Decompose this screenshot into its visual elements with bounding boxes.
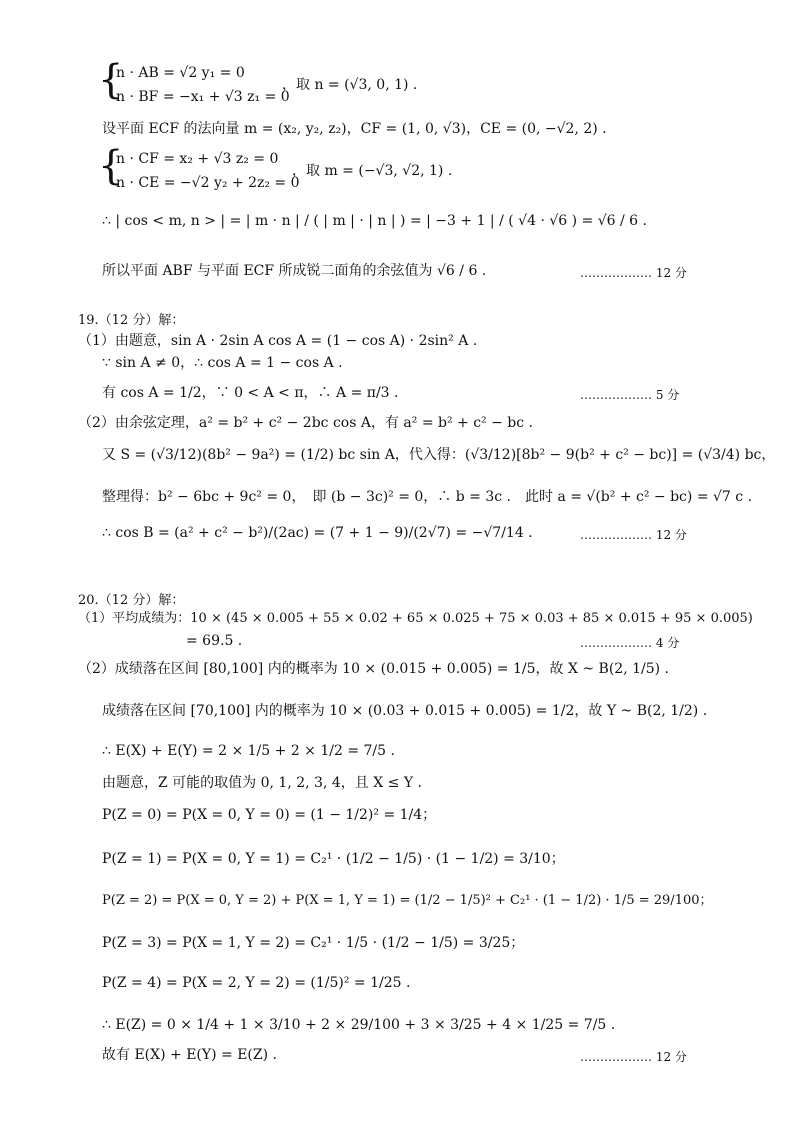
q19-score-5: ……………… 5 分	[580, 388, 680, 402]
q20-line-13: 故有 E(X) + E(Y) = E(Z) .	[102, 1047, 277, 1063]
q20-line-10: P(Z = 3) = P(X = 1, Y = 2) = C₂¹ · 1/5 · (1/2 − 1/5) = 3/25；	[102, 935, 525, 951]
system2-eq-b: n · CE = −√2 y₂ + 2z₂ = 0	[116, 175, 300, 191]
q20-line-12: ∴ E(Z) = 0 × 1/4 + 1 × 3/10 + 2 × 29/100 + 3 × 3/25 + 4 × 1/25 = 7/5 .	[102, 1017, 616, 1033]
q20-header: 20.（12 分）解：	[78, 593, 185, 608]
q19-line-1: （1）由题意，sin A · 2sin A cos A = (1 − cos A) · 2sin² A .	[78, 333, 478, 349]
q20-line-3: （2）成绩落在区间 [80,100] 内的概率为 10 × (0.015 + 0.005) = 1/5，故 X ~ B(2, 1/5) .	[78, 661, 669, 677]
system2-take: ，取 m = (−√3, √2, 1) .	[292, 163, 453, 179]
q19-line-7: ∴ cos B = (a² + c² − b²)/(2ac) = (7 + 1 − 9)/(2√7) = −√7/14 .	[102, 525, 533, 541]
system-brace-1: {	[98, 57, 124, 103]
q20-line-1: （1）平均成绩为：10 × (45 × 0.005 + 55 × 0.02 + 65 × 0.025 + 75 × 0.03 + 85 × 0.015 + 95 × 0.005)	[78, 611, 753, 626]
system-brace-2: {	[98, 143, 124, 189]
system1-eq-b: n · BF = −x₁ + √3 z₁ = 0	[116, 89, 290, 105]
q20-line-4: 成绩落在区间 [70,100] 内的概率为 10 × (0.03 + 0.015 + 0.005) = 1/2，故 Y ~ B(2, 1/2) .	[102, 703, 708, 719]
q20-score-12: ……………… 12 分	[580, 1050, 687, 1064]
q20-line-5: ∴ E(X) + E(Y) = 2 × 1/5 + 2 × 1/2 = 7/5 .	[102, 743, 395, 759]
q18-conclusion: 所以平面 ABF 与平面 ECF 所成锐二面角的余弦值为 √6 / 6 .	[102, 263, 487, 279]
q20-line-6: 由题意，Z 可能的取值为 0, 1, 2, 3, 4，且 X ≤ Y .	[102, 775, 422, 791]
q19-score-12: ……………… 12 分	[580, 528, 687, 542]
q20-line-11: P(Z = 4) = P(X = 2, Y = 2) = (1/5)² = 1/25 .	[102, 975, 411, 991]
q19-line-3: 有 cos A = 1/2，∵ 0 < A < π，∴ A = π/3 .	[102, 385, 399, 401]
q20-line-2: = 69.5 .	[186, 633, 243, 649]
q20-score-4: ……………… 4 分	[580, 636, 680, 650]
q19-line-2: ∵ sin A ≠ 0，∴ cos A = 1 − cos A .	[102, 355, 343, 371]
system2-eq-a: n · CF = x₂ + √3 z₂ = 0	[116, 151, 279, 167]
q19-line-4: （2）由余弦定理，a² = b² + c² − 2bc cos A，有 a² = b² + c² − bc .	[78, 415, 533, 431]
q18-score: ……………… 12 分	[580, 266, 687, 280]
q19-header: 19.（12 分）解：	[78, 313, 185, 328]
cosine-line: ∴ | cos < m, n > | = | m · n | / ( | m | · | n | ) = | −3 + 1 | / ( √4 · √6 ) = √6 / 6 .	[102, 213, 647, 229]
system1-eq-a: n · AB = √2 y₁ = 0	[116, 65, 245, 81]
q20-line-9: P(Z = 2) = P(X = 0, Y = 2) + P(X = 1, Y = 1) = (1/2 − 1/5)² + C₂¹ · (1 − 1/2) · 1/5 = 29/100；	[102, 893, 713, 908]
q20-line-8: P(Z = 1) = P(X = 0, Y = 1) = C₂¹ · (1/2 − 1/5) · (1 − 1/2) = 3/10；	[102, 851, 565, 867]
normal-vector-line: 设平面 ECF 的法向量 m = (x₂, y₂, z₂)，CF = (1, 0, √3)，CE = (0, −√2, 2) .	[102, 121, 607, 137]
system1-take: ，取 n = (√3, 0, 1) .	[282, 77, 418, 93]
q20-line-7: P(Z = 0) = P(X = 0, Y = 0) = (1 − 1/2)² = 1/4；	[102, 807, 437, 823]
q19-line-6: 整理得：b² − 6bc + 9c² = 0， 即 (b − 3c)² = 0，∴ b = 3c . 此时 a = √(b² + c² − bc) = √7 c .	[102, 489, 753, 505]
q19-line-5: 又 S = (√3/12)(8b² − 9a²) = (1/2) bc sin A，代入得：(√3/12)[8b² − 9(b² + c² − bc)] = (√3/4) bc，	[102, 447, 776, 463]
